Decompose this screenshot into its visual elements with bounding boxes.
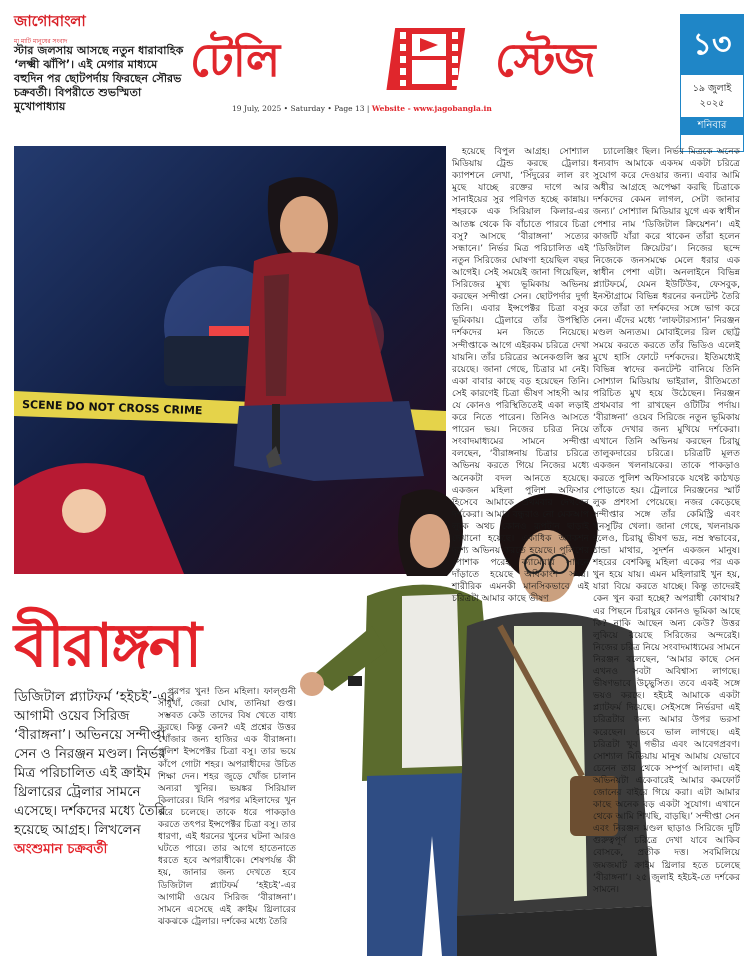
logo-text: জাগোবাংলা: [14, 12, 86, 30]
teaser-text: স্টার জলসায় আসছে নতুন ধারাবাহিক ‘লক্ষ্মী ঝাঁপি’। এই মেগার মাধ্যমে বহুদিন পর ছোটপর্দায় ফিরছেন সৌরভ চক্রবর্তী। বিপরীতে শুভস্মিতা মুখোপাধ্যায়: [14, 44, 184, 113]
page-number: ১৩: [681, 15, 743, 75]
article-column-left: [158, 686, 296, 956]
year-bengali: ২০২৫: [699, 98, 725, 109]
page-title: [190, 16, 680, 96]
intro-text: ডিজিটাল প্ল্যাটফর্ম ‘হইচই’-এর আগামী ওয়েব সিরিজ ‘বীরাঙ্গনা’। অভিনয়ে সন্দীপ্তা সেন ও নিরঞ্জন মণ্ডল। নির্ভর মিত্র পরিচালিত এই ক্রাইম থ্রিলারের ট্রেলার সামনে এসেছে। দর্শকদের মধ্যে তৈরি হয়েছে আগ্রহ। লিখলেন: [14, 689, 175, 838]
article-text-right: চ্যালেঞ্জিং ছিল। নির্ভর মিত্রকে অনেক ধন্যবাদ আমাকে একদম একটা চরিত্রে সুযোগ করে দেওয়ার জন্য। এবার আমি অধীর আগ্রহে অপেক্ষা করছি চিত্রাকে দর্শকদের কেমন লাগল, সেটা জানার জন্য।’ সোশ্যাল মিডিয়ার যুগে এক স্বাধীন পেশার নাম ‘ডিজিটাল ক্রিয়েশন’। এই কাজটি যাঁরা করে থাকেন তাঁরা হলেন ‘ডিজিটাল ক্রিয়েটর’। নিজের ছন্দে নিজেকে জনসমক্ষে মেলে ধরার এক স্বাধীন পেশা এটা। অনলাইনে বিভিন্ন প্ল্যাটফর্মে, যেমন ইউটিউব, ফেসবুক, ইনস্টাগ্রামে বিভিন্ন ধরনের কনটেন্ট তৈরি করে তাঁরা তা দর্শকদের সঙ্গে ভাগ করে নেন। এঁদের মধ্যে ‘লাফটারস্যান’ নিরঞ্জন মণ্ডল অন্যতম। মোবাইলের রিল ছোট্ট সময়ে করতে করতে তাঁর ভিডিও এলেই মুখে হাসি ফোটে দর্শকদের। ইতিমধ্যেই বিভিন্ন স্বাদের কনটেন্ট বানিয়ে তিনি সোশ্যাল মিডিয়ায় ভাইরাল, রীতিমতো পরিচিত মুখ হয়ে উঠেছেন। নিরঞ্জন প্রথমবার পা রাখছেন ওটিটির পর্দায়। ‘বীরাঙ্গনা’ ওয়েব সিরিজে নতুন ভূমিকায় তাঁকে দেখার জন্য মুখিয়ে দর্শকেরা। এখানে তিনি অভিনয় করছেন চিরায়ু তালুকদারের চরিত্রে। চরিত্রটি মূলত একজন খলনায়কের। তাকে পাকড়াও করতে পুলিশ অফিসারকে যথেষ্ট কাঠখড় পোড়াতে হয়। ট্রেলারে নিরঞ্জনের স্মার্ট লুক প্রশংসা পেয়েছে। নজর কেড়েছে সন্দীপ্তার সঙ্গে তাঁর কেমিস্ট্রি এবং খুনসুটির খেলা। জানা গেছে, খলনায়ক হলেও, চিরায়ু ভীষণ ভদ্র, নম্র স্বভাবের, ঠান্ডা মাথার, সুদর্শন একজন মানুষ। শহরের বেশকিছু মহিলা একের পর এক খুন হয়ে যায়। এমন মহিলারাই খুন হয়, যারা বিয়ে করতে যাচ্ছে। কিন্তু তাদেরই কেন খুন করা হচ্ছে? অপরাধী কোথায়? এর পিছনে চিরায়ুর কোনও ভূমিকা আছে কি? নাকি আছেন অন্য কেউ? উত্তর লুকিয়ে রয়েছে সিরিজের অন্দরেই। নিজের চরিত্র নিয়ে সংবাদমাধ্যমের সামনে নিরঞ্জন বলেছেন, ‘আমার কাছে সেন এখনও সবটা অবিশ্বাস্য লাগছে। ভীষণভাবে উচ্ছ্বসিত। তবে একই সঙ্গে ভয়ও করছে। হইচই আমাকে একটা প্ল্যাটফর্ম দিয়েছে। সেইসঙ্গে নির্ভরদা এই চরিত্রটার জন্য আমার উপর ভরসা করেছেন। ভেবে ভাল লাগছে। এই চরিত্রটা খুব গভীর এবং আবেগপ্রবণ। সোশ্যাল মিডিয়ায় মানুষ আমায় যেভাবে চেনেন তার থেকে সম্পূর্ণ আলাদা। এই অভিনয়টা একেবারেই আমার কমফোর্ট জোনের বাইরে গিয়ে করা। এটা আমার কাছে অনেক বড় একটা সুযোগ। এখানে থেকে আমি শিখছি, বাড়ছি।’ সন্দীপ্তা সেন এবং নিরঞ্জন মণ্ডল ছাড়াও সিরিজে দুটি গুরুত্বপূর্ণ চরিত্রে দেখা যাবে আকিব বোসকে, প্রতীক দত্ত। সবমিলিয়ে জমজমাট ক্রাইম থ্রিলার হতে চলেছে ‘বীরাঙ্গনা’। ২৫ জুলাই হইচই-তে দর্শকের সামনে।: [593, 147, 740, 895]
feature-title: বীরাঙ্গনা: [14, 611, 200, 681]
film-reel-icon: [390, 22, 480, 96]
article-column-right: [593, 146, 740, 958]
website-link[interactable]: Website - www.jagobangla.in: [371, 104, 492, 113]
crime-tape-text: SCENE DO NOT CROSS CRIME: [21, 398, 203, 418]
feature-intro: [14, 688, 176, 859]
article-text-left: পরপর খুন! তিন মহিলা। ফাল্গুনী সাধুখাঁ, জেরা ঘোষ, তানিয়া গুপ্ত। সম্ভবত কেউ তাদের বিষ খেতে বাধ্য করছে। কিন্তু কেন? এই প্রশ্নের উত্তর খোঁজার জন্য হাজির এক বীরাঙ্গনা। পুলিশ ইন্সপেক্টর চিত্রা বসু। তার ভয়ে কাঁপে গোটা শহর। অপরাধীদের উচিত শিক্ষা দেন। শহর জুড়ে খোঁজ চালান অন্যরা খুনির। ভয়ঙ্কর সিরিয়াল কিলারের। যিনি পরপর মহিলাদের খুন করে চলেছে। তাকে ধরে পাকড়াও করতে তৎপর ইন্সপেক্টর চিত্রা বসু। তার ধারণা, এই ধরনের খুনের ঘটনা আরও ঘটতে পারে। তার আগে হাতেনাতে ধরতে হবে অপরাধীকে। শেষপর্যন্ত কী হয়, জানার জন্য দেখতে হবে ডিজিটাল প্ল্যাটফর্ম ‘হইচই’-এর আগামী ওয়েব সিরিজ ‘বীরাঙ্গনা’। সামনে এসেছে এই ক্রাইম থ্রিলারের ঝকঝকে ট্রেলার। দর্শকের মধ্যে তৈরি: [158, 687, 296, 927]
title-right: স্টেজ: [495, 33, 595, 87]
logo-subtext: মা মাটি মানুষের সংবাদ: [14, 38, 68, 45]
title-left: টেলি: [190, 33, 280, 87]
byline: অংশুমান চক্রবর্তী: [14, 841, 108, 857]
article-text-middle: হয়েছে বিপুল আগ্রহ। সোশ্যাল মিডিয়ায় ট্রেন্ড করছে ট্রেলার। ক্যাপশনে লেখা, ‘সিঁদুরের লাল রং মুছে যাচ্ছে রক্তের দাগে আর সানাইয়ের সুর পরিণত হচ্ছে কান্নায়। শহরকে এক সিরিয়াল কিলার-এর আতঙ্ক থেকে কি বাঁচাতে পারবে চিত্রা বসু? আসছে ‘বীরাঙ্গনা’ সত্যের সন্ধানে।’ নির্ভর মিত্র পরিচালিত এই নতুন সিরিজের ঘোষণা হয়েছিল বছর আগেই। সেই সময়েই জানা গিয়েছিল, সিরিজের মুখ্য ভূমিকায় অভিনয় করছেন সন্দীপ্তা সেন। ছোটপর্দার দুর্গা তিনি। এবার ইন্সপেক্টর চিত্রা বসুর ভূমিকায়। ট্রেলারে তাঁর উপস্থিতি দর্শকদের মন জিতে নিয়েছে। সন্দীপ্তাকে আগে এইরকম চরিত্রে দেখা যায়নি। তাঁর চরিত্রের অনেকগুলি স্তর রয়েছে। জানা গেছে, চিত্রার মা নেই। একা বাবার কাছে বড় হয়েছেন তিনি। সেই কারণেই চিত্রা ভীষণ সাহসী আর যে কোনও পরিস্থিতিতেই একা লড়াই করে নিতে পারেন। তিনিও আসতে পারেন ভয়। নিজের চরিত্র নিয়ে সংবাদমাধ্যমের সামনে সন্দীপ্তা বলছেন, ‘বীরাঙ্গনায় চিত্রার চরিত্রে অভিনয় করতে গিয়ে নিজের মধ্যে অনেকটা বদল আনতে হয়েছে। একজন মহিলা পুলিশ অফিসার হিসেবে আমাকে প্রথমবার দেখবেন দর্শকেরা। আমার বন্ধুরাও নো মেকআপ লুকে অথচ কোনও রূপটান ছাড়াই দেখানো হয়েছে। একাধিক অ্যাকশন দৃশ্যে অভিনয় করতে হয়েছে। পুলিশের পোশাক পরেই ক্যামেরার সামনে দাঁড়াতে হয়েছে অধিকাংশ সময়। শারীরিক এমনকী মানসিকভাবে এই চরিত্রটা আমার কাছে ভীষণ: [452, 147, 589, 605]
dateline-text: 19 July, 2025 • Saturday • Page 13 |: [232, 104, 370, 113]
day-bengali: শনিবার: [681, 117, 743, 135]
page-number-box: [680, 14, 744, 152]
article-column-middle: [452, 146, 589, 605]
dateline: [232, 104, 492, 113]
feature-title-box: [8, 598, 318, 681]
date-bengali: ১৯ জুলাই: [692, 83, 732, 94]
